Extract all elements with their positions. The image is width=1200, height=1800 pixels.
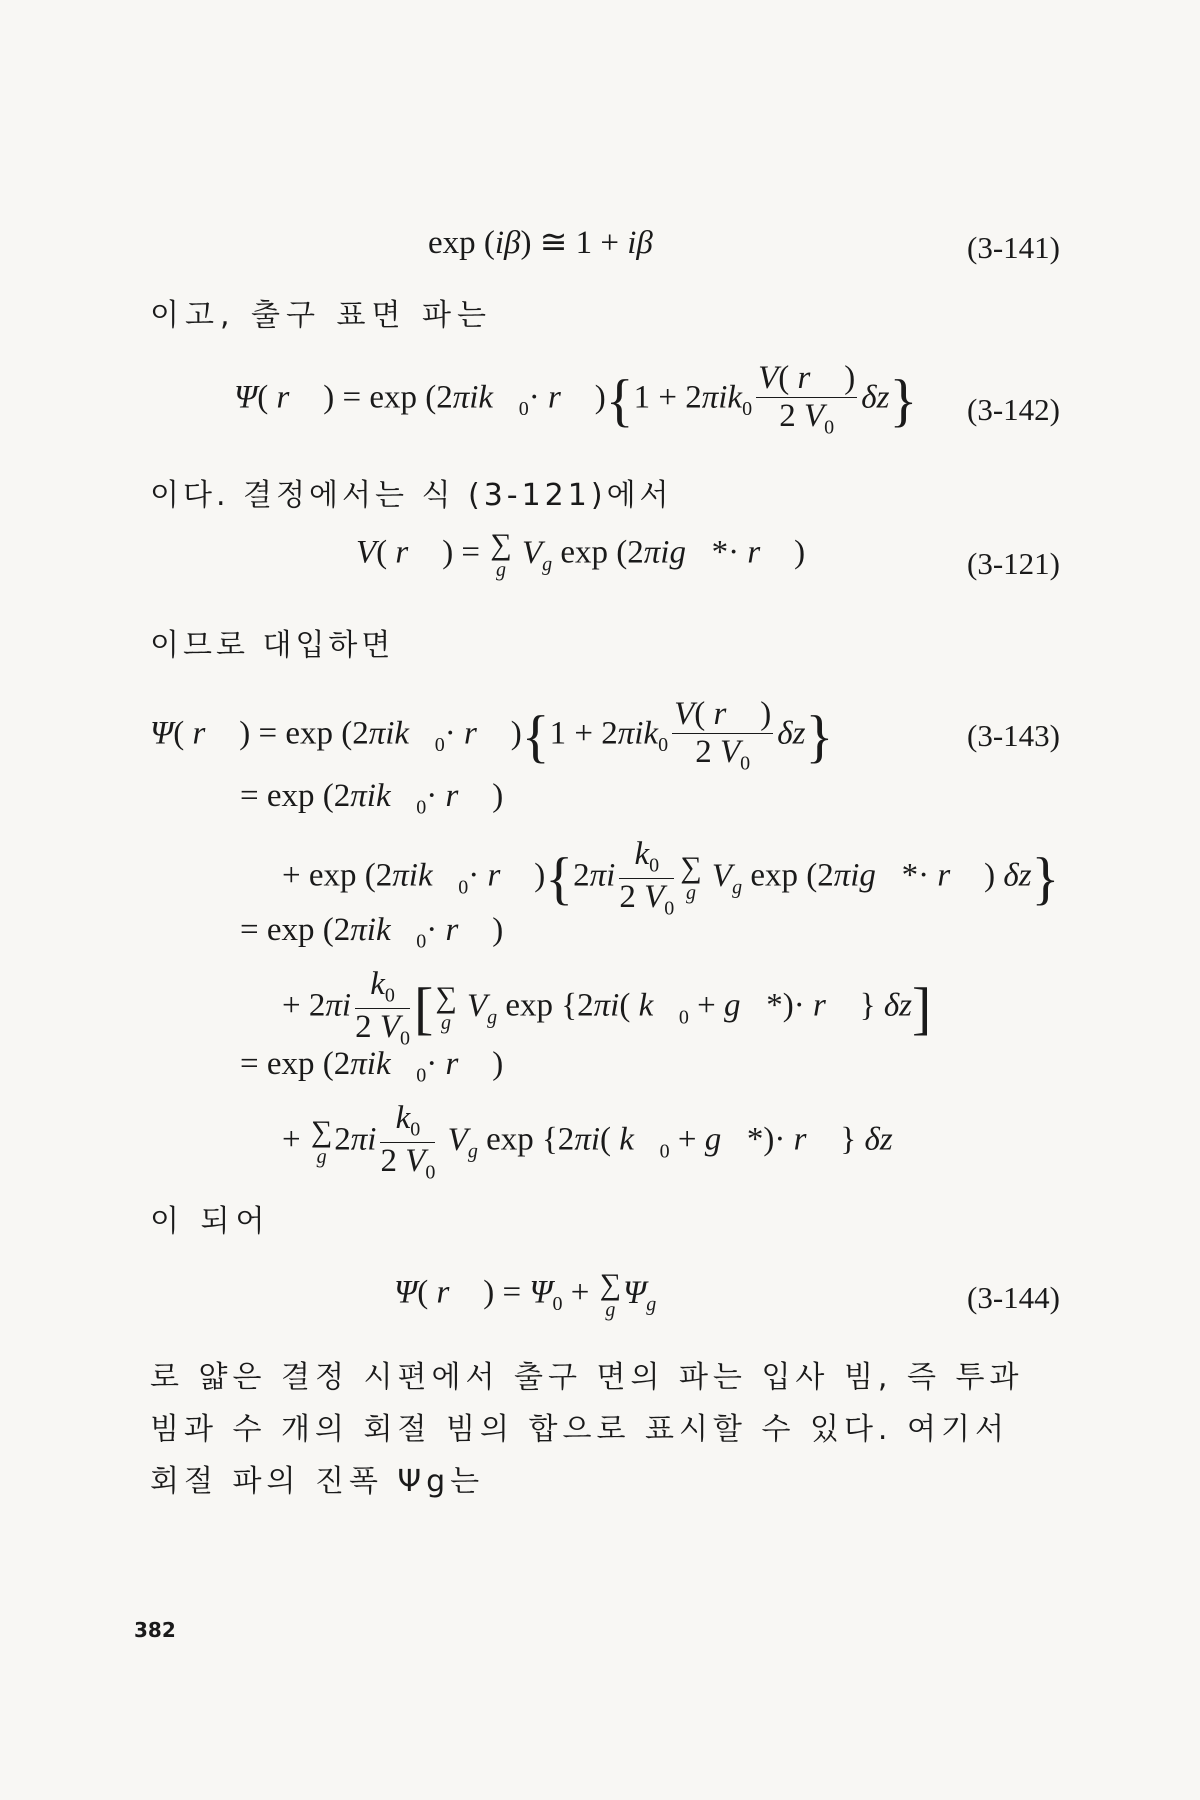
equation-3-142: Ψ( r⃗ ) = $\exp (2\pi ik⃗_0\cdot$ r⃗ ){1 + 2πik$_0$ $\frac{V( r⃗ )}{2 V_0}$ δz} (234, 360, 918, 439)
paragraph: 로 얇은 결정 시편에서 출구 면의 파는 입사 빔, 즉 투과 빔과 수 개의 회절 빔의 합으로 표시할 수 있다. 여기서 회절 파의 진폭 Ψg는 (150, 1360, 1024, 1499)
equation-3-143-line: + 2πi $\frac{k_0}{2 V_0}$ [ ∑ g $V_g$ exp {2πi( $k⃗_0$ + g⃗*)· r⃗ } δz] (282, 966, 932, 1050)
equation-3-143: Ψ( r⃗ ) = $\exp (2\pi ik⃗_0\cdot$ r⃗ ){1 + 2πik$_0$ $\frac{V( r⃗ )}{2 V_0}$ δz} (150, 696, 834, 775)
equation-number: (3-144) (967, 1280, 1060, 1315)
equation-3-143-line: = $\exp (2\pi ik⃗_0\cdot$ r⃗ ) (240, 912, 504, 953)
equation-3-143-line: = $\exp (2\pi ik⃗_0\cdot$ r⃗ ) (240, 778, 504, 819)
equation-3-143-line: + ∑ g 2πi $\frac{k_0}{2 V_0}$ $V_g$ exp {2πi( $k⃗_0$ + g⃗*)· r⃗ } δz (282, 1100, 893, 1184)
equation-3-144: Ψ( r⃗ ) = $\Psi_0$ + ∑ g $\Psi_g$ (394, 1268, 657, 1321)
text-line: 이 되어 (150, 1204, 271, 1239)
equation-number: (3-141) (967, 230, 1060, 265)
equation-number: (3-121) (967, 546, 1060, 581)
text-line: 이고, 출구 표면 파는 (150, 298, 492, 333)
text-line: 이다. 결정에서는 식 (3-121)에서 (150, 478, 673, 513)
equation-3-143-line: + $\exp (2\pi ik⃗_0\cdot$ r⃗ ){2πi $\frac{k_0}{2 V_0}$ ∑ g $V_g$ exp (2πig⃗*· r⃗ ) δz} (282, 836, 1060, 920)
page-number: 382 (134, 1618, 176, 1642)
equation-3-143-line: = $\exp (2\pi ik⃗_0\cdot$ r⃗ ) (240, 1046, 504, 1087)
equation-3-121: V( r⃗ ) = ∑ g $V_g$ exp (2πig⃗*· r⃗ ) (356, 528, 806, 581)
equation-3-141: exp (iβ) ≅ 1 + iβ (428, 225, 653, 261)
equation-number: (3-143) (967, 718, 1060, 753)
text-line: 이므로 대입하면 (150, 628, 395, 663)
equation-number: (3-142) (967, 392, 1060, 427)
